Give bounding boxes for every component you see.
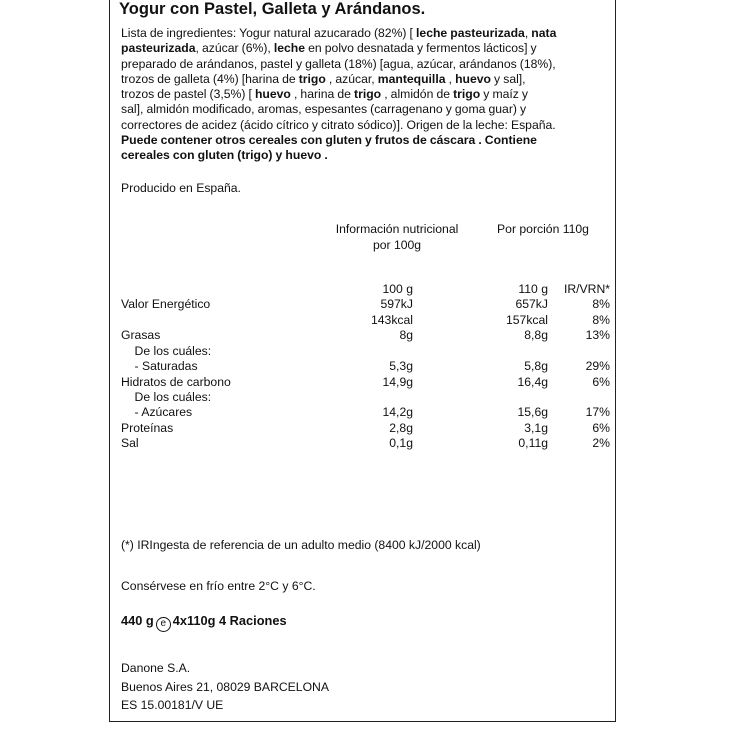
allergen-text: nata <box>531 26 557 40</box>
ingredients-list <box>121 26 609 164</box>
allergen-text: cereales con gluten (trigo) y huevo . <box>121 148 328 163</box>
value-100g: 597kJ <box>380 297 413 311</box>
net-weight: 440 g <box>121 613 154 628</box>
net-quantity <box>121 613 287 632</box>
ingredient-text: , azúcar, <box>325 71 378 86</box>
value-ir: 6% <box>592 375 610 389</box>
allergen-text: mantequilla <box>377 71 446 86</box>
company-name: Danone S.A. <box>121 661 191 675</box>
column-ir: IR/VRN* <box>563 282 610 296</box>
ingredient-text: Lista de ingredientes: Yogur natural azucarado (82%) [ <box>121 26 417 40</box>
allergen-text: huevo <box>455 71 491 86</box>
ingredient-text: , azúcar (6%), <box>195 41 274 56</box>
ingredient-text: , harina de <box>290 87 355 102</box>
column-110g: 110 g <box>518 282 548 296</box>
allergen-text: leche <box>273 41 306 56</box>
ingredients-line <box>121 133 609 148</box>
ingredient-text: sal], almidón modificado, aromas, espesantes (carragenano y goma guar) y <box>121 102 527 117</box>
value-ir: 29% <box>585 359 610 373</box>
origin-text: Producido en España. <box>121 181 241 195</box>
value-ir: 13% <box>585 328 610 342</box>
allergen-text: huevo <box>254 87 291 102</box>
column-100g: 100 g <box>382 282 413 296</box>
ingredients-line <box>121 118 609 133</box>
allergen-text: Puede contener otros cereales con gluten y frutos de cáscara . Contiene <box>121 133 537 148</box>
value-100g: 143kcal <box>370 313 413 327</box>
ingredient-text: y maíz y <box>480 87 529 102</box>
estimated-sign-icon: e <box>156 617 171 632</box>
nutrient-label: Valor Energético <box>121 297 211 311</box>
value-ir: 8% <box>592 297 610 311</box>
ingredient-text: correctores de acidez (ácido cítrico y citrato sódico)]. Origen de la leche: España. <box>121 117 556 132</box>
ingredient-text: , <box>524 26 532 40</box>
portions: 4x110g 4 Raciones <box>172 613 287 628</box>
header-line: Información nutricional <box>335 222 459 236</box>
nutrient-label: Grasas <box>121 328 161 342</box>
value-110g: 16,4g <box>517 375 548 389</box>
ingredient-text: y sal], <box>490 71 526 86</box>
value-110g: 8,8g <box>524 328 548 342</box>
nutrient-label: De los cuáles: <box>121 344 212 358</box>
allergen-text: pasteurizada <box>121 41 196 56</box>
registry-number: ES 15.00181/V UE <box>121 698 224 712</box>
nutrition-header-100g <box>322 221 472 253</box>
ingredients-line <box>121 57 609 72</box>
company-address: Buenos Aires 21, 08029 BARCELONA <box>121 680 329 694</box>
nutrient-label: - Saturadas <box>121 359 198 373</box>
value-100g: 2,8g <box>389 421 413 435</box>
ingredients-line <box>121 87 609 102</box>
ingredients-line <box>121 26 609 41</box>
ingredient-text: , <box>445 71 456 86</box>
nutrient-label: De los cuáles: <box>121 390 212 404</box>
value-ir: 6% <box>592 421 610 435</box>
product-title: Yogur con Pastel, Galleta y Arándanos. <box>119 0 426 18</box>
ingredients-line <box>121 41 609 56</box>
value-110g: 0,11g <box>518 436 548 450</box>
ingredient-text: preparado de arándanos, pastel y galleta (18%) [agua, azúcar, arándanos (18%), <box>121 56 556 71</box>
nutrient-label: - Azúcares <box>121 405 193 419</box>
value-100g: 0,1g <box>389 436 413 450</box>
ingredients-line <box>121 72 609 87</box>
value-ir: 17% <box>585 405 610 419</box>
footnote: (*) IRIngesta de referencia de un adulto medio (8400 kJ/2000 kcal) <box>121 538 481 552</box>
allergen-text: leche pasteurizada <box>416 26 525 40</box>
ingredient-text: en polvo desnatada y fermentos lácticos] y <box>305 41 537 56</box>
value-100g: 8g <box>399 328 413 342</box>
ingredient-text: , almidón de <box>381 87 454 102</box>
nutrition-header-portion: Por porción 110g <box>497 222 589 236</box>
value-ir: 2% <box>592 436 610 450</box>
nutrient-label: Hidratos de carbono <box>121 375 231 389</box>
nutrient-label: Proteínas <box>121 421 174 435</box>
nutrient-label: Sal <box>121 436 139 450</box>
value-110g: 15,6g <box>517 405 548 419</box>
value-ir: 8% <box>592 313 610 327</box>
value-100g: 5,3g <box>389 359 413 373</box>
allergen-text: trigo <box>354 87 382 102</box>
value-110g: 3,1g <box>524 421 548 435</box>
header-line: por 100g <box>372 238 422 252</box>
value-100g: 14,2g <box>382 405 413 419</box>
ingredients-line <box>121 102 609 117</box>
value-100g: 14,9g <box>382 375 413 389</box>
allergen-text: trigo <box>453 87 481 102</box>
allergen-text: trigo <box>298 71 326 86</box>
storage-text: Consérvese en frío entre 2°C y 6°C. <box>121 579 316 593</box>
value-110g: 157kcal <box>505 313 548 327</box>
ingredient-text: trozos de galleta (4%) [harina de <box>121 71 299 86</box>
value-110g: 5,8g <box>524 359 548 373</box>
ingredients-line <box>121 148 609 163</box>
value-110g: 657kJ <box>515 297 548 311</box>
ingredient-text: trozos de pastel (3,5%) [ <box>121 87 255 102</box>
